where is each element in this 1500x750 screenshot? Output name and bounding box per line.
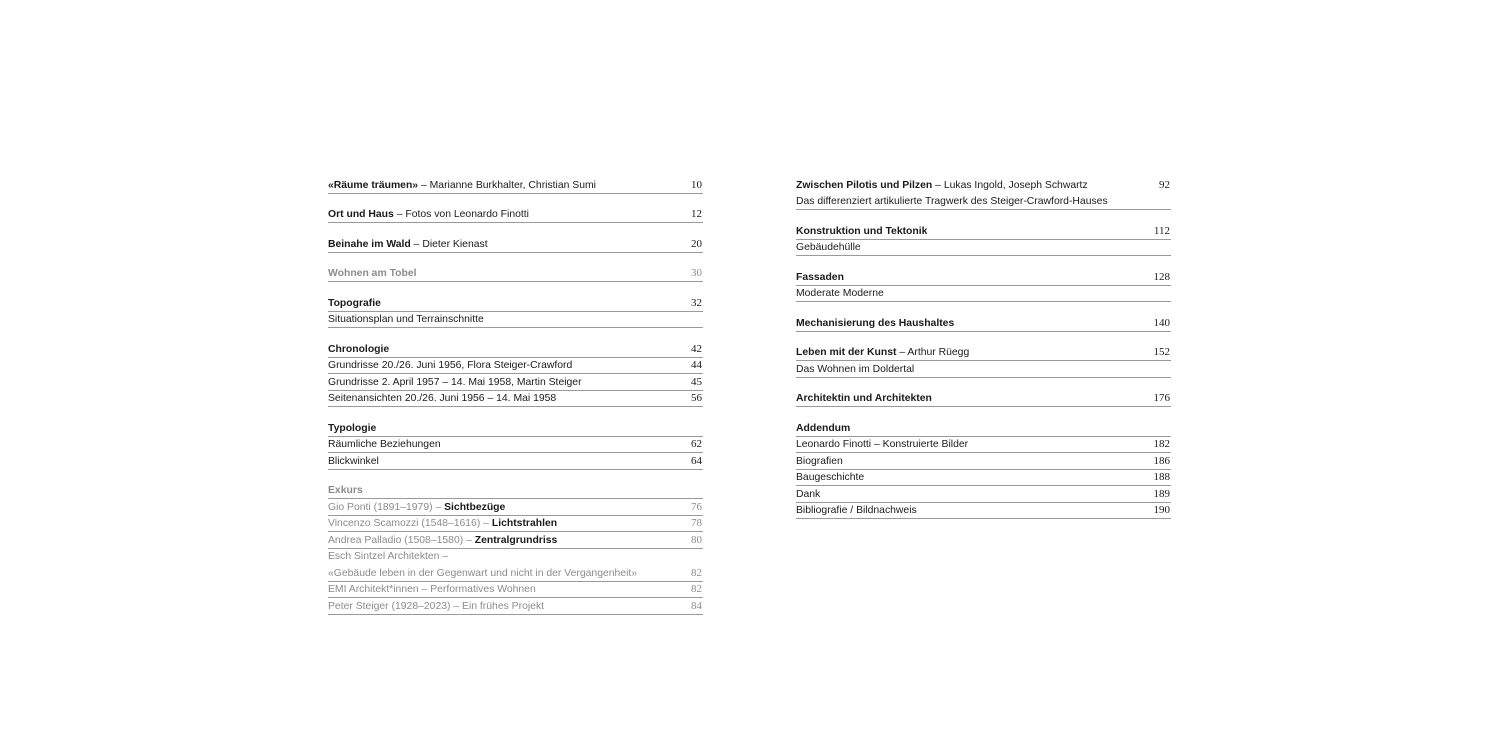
toc-page-number: 64 <box>691 454 702 467</box>
toc-page-number: 44 <box>691 359 702 371</box>
toc-entry-title <box>328 312 484 327</box>
toc-page-number: 78 <box>691 517 702 529</box>
toc-entry-title <box>796 454 843 469</box>
toc-page-number: 32 <box>691 296 702 309</box>
toc-section <box>328 341 703 407</box>
toc-entry-title <box>328 237 488 252</box>
toc-entry-subtitle: «Gebäude leben in der Gegenwart und nicht in der Vergangenheit» <box>328 567 638 579</box>
toc-page-number: 182 <box>1153 438 1170 450</box>
toc-page-number: 128 <box>1153 270 1170 283</box>
toc-entry-subtitle: Biografien <box>796 455 843 467</box>
toc-page-number: 112 <box>1153 224 1170 237</box>
toc-entry-title <box>796 470 864 485</box>
toc-entry[interactable] <box>796 315 1171 332</box>
toc-entry[interactable] <box>328 437 703 454</box>
toc-entry[interactable] <box>796 420 1171 437</box>
toc-entry-title <box>796 178 1088 193</box>
toc-page-number: 56 <box>691 392 702 404</box>
toc-entry[interactable] <box>328 341 703 358</box>
toc-entry[interactable] <box>328 516 703 533</box>
toc-entry[interactable] <box>328 207 703 224</box>
toc-entry-subtitle: Peter Steiger (1928–2023) – Ein frühes Projekt <box>328 600 545 612</box>
toc-column-left <box>328 177 703 615</box>
toc-entry-heading: Typologie <box>328 422 377 434</box>
toc-entry-title <box>328 207 529 222</box>
toc-section <box>328 177 703 194</box>
toc-section <box>328 483 703 615</box>
toc-entry-subtitle: Grundrisse 20./26. Juni 1956, Flora Steiger-Crawford <box>328 360 573 371</box>
toc-entry-subtitle: Leonardo Finotti – Konstruierte Bilder <box>796 439 969 450</box>
toc-entry-title <box>796 345 969 360</box>
toc-section <box>796 223 1171 256</box>
toc-entry-title <box>328 266 417 281</box>
toc-entry-heading: Zwischen Pilotis und Pilzen <box>796 179 933 191</box>
toc-entry-title <box>796 487 820 502</box>
toc-entry-heading: Beinahe im Wald <box>328 238 411 250</box>
toc-entry[interactable] <box>328 598 703 615</box>
toc-entry-subtitle: Bibliografie / Bildnachweis <box>796 505 917 516</box>
toc-entry[interactable] <box>328 358 703 375</box>
toc-entry[interactable] <box>328 236 703 253</box>
toc-entry-subtitle: – Lukas Ingold, Joseph Schwartz <box>932 179 1088 191</box>
toc-entry[interactable] <box>796 269 1171 286</box>
section-spacer <box>328 470 703 483</box>
toc-entry-title <box>328 296 381 311</box>
toc-entry-title <box>328 342 389 357</box>
toc-entry-title <box>796 316 954 331</box>
toc-entry[interactable] <box>328 266 703 283</box>
toc-section <box>796 269 1171 302</box>
toc-entry-heading: Chronologie <box>328 343 390 355</box>
toc-entry-heading: Mechanisierung des Haushaltes <box>796 317 955 329</box>
toc-entry[interactable] <box>328 483 703 500</box>
toc-entry[interactable] <box>796 486 1171 503</box>
toc-page-number: 20 <box>691 237 702 250</box>
toc-entry[interactable] <box>796 470 1171 487</box>
toc-entry[interactable] <box>328 295 703 312</box>
toc-entry-title <box>796 270 844 285</box>
toc-entry[interactable] <box>328 499 703 516</box>
toc-page-number: 189 <box>1153 487 1170 500</box>
toc-entry-title <box>796 437 968 452</box>
toc-entry-subtitle: – Arthur Rüegg <box>896 347 970 358</box>
toc-entry[interactable] <box>328 420 703 437</box>
toc-entry-subtitle: Das Wohnen im Doldertal <box>796 363 915 375</box>
section-spacer <box>328 407 703 420</box>
toc-page-number: 140 <box>1153 316 1170 329</box>
section-spacer <box>328 253 703 266</box>
toc-entry-heading: Wohnen am Tobel <box>328 268 417 279</box>
toc-section <box>796 315 1171 332</box>
toc-entry-heading: Fassaden <box>796 271 844 283</box>
toc-column-right <box>796 177 1171 519</box>
toc-entry[interactable] <box>796 223 1171 240</box>
toc-section <box>796 391 1171 408</box>
section-spacer <box>796 332 1171 345</box>
toc-entry-heading: Konstruktion und Tektonik <box>796 225 928 237</box>
toc-entry-heading: Addendum <box>796 422 851 434</box>
toc-entry-title <box>328 375 582 390</box>
toc-entry-topic: Zentralgrundriss <box>474 534 558 546</box>
toc-page-number: 188 <box>1153 471 1170 483</box>
toc-entry-subtitle: – Marianne Burkhalter, Christian Sumi <box>418 179 596 191</box>
toc-section <box>796 177 1171 210</box>
toc-section <box>796 420 1171 519</box>
toc-entry-topic: Sichtbezüge <box>444 501 506 513</box>
toc-entry[interactable] <box>328 177 703 194</box>
toc-entry-heading: Leben mit der Kunst <box>796 347 897 358</box>
section-spacer <box>796 256 1171 269</box>
toc-entry-subtitle: EMI Architekt*innen – Performatives Wohnen <box>328 584 536 595</box>
toc-entry-heading: Exkurs <box>328 485 363 496</box>
toc-entry-subtitle: Baugeschichte <box>796 472 865 483</box>
section-spacer <box>328 282 703 295</box>
toc-page-number: 42 <box>691 342 702 355</box>
toc-entry-title <box>328 421 376 436</box>
toc-entry-title <box>796 362 914 377</box>
toc-entry[interactable] <box>796 177 1171 194</box>
toc-entry-subtitle: Dank <box>796 488 821 500</box>
toc-section <box>796 345 1171 378</box>
section-spacer <box>796 378 1171 391</box>
toc-section <box>328 207 703 224</box>
toc-entry[interactable] <box>796 240 1171 257</box>
toc-entry-title <box>328 178 596 193</box>
toc-entry-title <box>328 500 505 515</box>
toc-entry[interactable] <box>328 453 703 470</box>
toc-page-number: 190 <box>1153 504 1170 516</box>
toc-section <box>328 236 703 253</box>
toc-entry[interactable] <box>328 532 703 549</box>
toc-entry-subtitle: Vincenzo Scamozzi (1548–1616) – <box>328 518 492 529</box>
toc-page-number: 80 <box>691 533 702 546</box>
toc-entry-title <box>328 358 572 373</box>
toc-section <box>328 420 703 470</box>
toc-entry-title <box>796 194 1108 209</box>
toc-entry-title <box>328 599 544 614</box>
toc-entry-subtitle: Moderate Moderne <box>796 288 884 299</box>
toc-entry[interactable] <box>796 453 1171 470</box>
toc-entry-subtitle: Gio Ponti (1891–1979) – <box>328 501 445 513</box>
toc-page-number: 186 <box>1153 454 1170 467</box>
toc-entry-subtitle: Grundrisse 2. April 1957 – 14. Mai 1958, Martin Steiger <box>328 376 582 388</box>
toc-entry[interactable] <box>328 391 703 408</box>
toc-entry[interactable] <box>796 361 1171 378</box>
toc-entry[interactable] <box>328 549 703 566</box>
toc-entry-subtitle: – Dieter Kienast <box>410 238 488 250</box>
toc-entry-title <box>328 437 441 452</box>
toc-entry-subtitle: Gebäudehülle <box>796 242 861 253</box>
section-spacer <box>328 194 703 207</box>
toc-page-number: 30 <box>691 267 702 279</box>
toc-entry[interactable] <box>796 286 1171 303</box>
toc-entry-title <box>328 549 448 564</box>
toc-entry-title <box>796 391 932 406</box>
toc-entry-title <box>328 566 637 581</box>
toc-entry-title <box>328 454 379 469</box>
toc-page-number: 82 <box>691 583 702 595</box>
toc-entry-subtitle: Blickwinkel <box>328 455 379 467</box>
toc-section <box>328 266 703 283</box>
toc-entry-title <box>328 582 536 597</box>
toc-page-number: 152 <box>1153 346 1170 358</box>
toc-entry-heading: Architektin und Architekten <box>796 393 932 404</box>
toc-entry-heading: Ort und Haus <box>328 209 394 220</box>
toc-entry-subtitle: Räumliche Beziehungen <box>328 439 441 450</box>
toc-entry-subtitle: – Fotos von Leonardo Finotti <box>393 209 529 220</box>
toc-entry-title <box>328 516 557 531</box>
toc-page-number: 12 <box>691 208 702 220</box>
toc-entry-title <box>796 286 884 301</box>
section-spacer <box>796 302 1171 315</box>
toc-page-number: 82 <box>691 566 702 579</box>
toc-entry-subtitle: Andrea Palladio (1508–1580) – <box>328 534 475 546</box>
toc-entry-subtitle: Esch Sintzel Architekten – <box>328 551 449 562</box>
toc-entry-subtitle: Situationsplan und Terrainschnitte <box>328 314 484 325</box>
toc-entry[interactable] <box>328 582 703 599</box>
toc-entry-subtitle: Seitenansichten 20./26. Juni 1956 – 14. Mai 1958 <box>328 393 557 404</box>
toc-entry-topic: Lichtstrahlen <box>491 518 558 529</box>
toc-page-number: 10 <box>691 178 702 191</box>
toc-page-number: 92 <box>1159 178 1170 191</box>
toc-section <box>328 295 703 328</box>
toc-entry[interactable] <box>328 565 703 582</box>
section-spacer <box>328 328 703 341</box>
toc-entry-title <box>796 240 861 255</box>
toc-entry-title <box>328 391 556 406</box>
toc-entry-heading: Topografie <box>328 297 381 309</box>
toc-page-number: 76 <box>691 500 702 513</box>
toc-page-number: 176 <box>1153 392 1170 404</box>
toc-entry[interactable] <box>328 374 703 391</box>
toc-entry[interactable] <box>796 437 1171 454</box>
toc-entry[interactable] <box>328 312 703 329</box>
toc-page-number: 62 <box>691 438 702 450</box>
toc-entry[interactable] <box>796 391 1171 408</box>
toc-entry-title <box>796 421 850 436</box>
section-spacer <box>796 407 1171 420</box>
toc-entry-title <box>328 483 363 498</box>
toc-entry-title <box>328 533 557 548</box>
toc-entry[interactable] <box>796 345 1171 362</box>
toc-entry[interactable] <box>796 194 1171 211</box>
toc-page-number: 45 <box>691 375 702 388</box>
toc-entry-heading: «Räume träumen» <box>328 179 419 191</box>
toc-entry[interactable] <box>796 503 1171 520</box>
section-spacer <box>328 223 703 236</box>
section-spacer <box>796 210 1171 223</box>
toc-entry-title <box>796 224 927 239</box>
toc-page-number: 84 <box>691 599 702 612</box>
toc-entry-title <box>796 503 917 518</box>
toc-entry-subtitle: Das differenziert artikulierte Tragwerk des Steiger-Crawford-Hauses <box>796 196 1108 207</box>
